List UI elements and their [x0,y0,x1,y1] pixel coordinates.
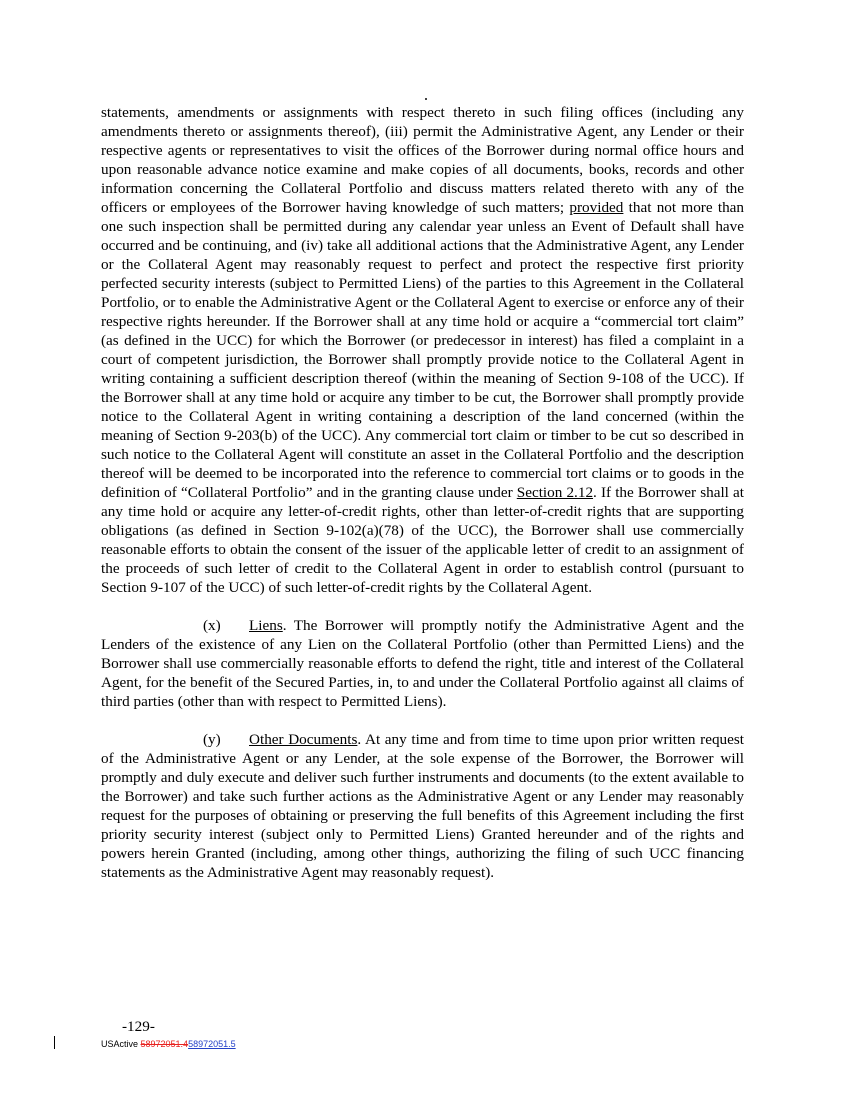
continuation-text-1: statements, amendments or assignments with respect thereto in such filing offices (including any amendments thereto or assignments thereof), (iii) permit the Administrative Agent, any Lender or their respective agents or representatives to visit the offices of the Borrower during normal office hours and upon reasonable advance notice examine and make copies of all documents, books, records and other information concerning the Collateral Portfolio and discuss matters related thereto with any of the officers or employees of the Borrower having knowledge of such matters; [101,104,744,216]
liens-paragraph [101,616,744,711]
deleted-doc-id: 58972051.4 [140,1039,189,1049]
other-documents-label: (y) [203,731,221,748]
continuation-paragraph [101,103,744,597]
provided-term: provided [569,199,624,216]
continuation-text-2: that not more than one such inspection shall be permitted during any calendar year unless an Event of Default shall have occurred and be continuing, and (iv) take all additional actions that the Administrative Agent, any Lender or the Collateral Agent may reasonably request to perfect and protect the respective first priority perfected security interests (subject to Permitted Liens) of the parties to this Agreement in the Collateral Portfolio, or to enable the Administrative Agent or the Collateral Agent to exercise or enforce any of their respective rights hereunder. If the Borrower shall at any time hold or acquire a “commercial tort claim” (as defined in the UCC) for which the Borrower (or predecessor in interest) has filed a complaint in a court of competent jurisdiction, the Borrower shall promptly provide notice to the Collateral Agent in writing containing a sufficient description thereof (within the meaning of Section 9-108 of the UCC). If the Borrower shall at any time hold or acquire any timber to be cut, the Borrower shall promptly provide notice to the Collateral Agent in writing containing a description of the land concerned (within the meaning of Section 9-203(b) of the UCC). Any commercial tort claim or timber to be cut so described in such notice to the Collateral Agent will constitute an asset in the Collateral Portfolio and the description thereof will be deemed to be incorporated into the reference to commercial tort claims or to goods in the definition of “Collateral Portfolio” and in the granting clause under [101,199,744,501]
inserted-doc-id: 58972051.5 [188,1039,236,1049]
other-documents-paragraph [101,730,744,882]
other-documents-heading: Other Documents [249,731,358,748]
decorative-dot [425,98,427,100]
continuation-text-3: . If the Borrower shall at any time hold or acquire any letter-of-credit rights, other than letter-of-credit rights that are supporting obligations (as defined in Section 9-102(a)(78) of the UCC), the Borrower shall use commercially reasonable efforts to obtain the consent of the issuer of the applicable letter of credit to an assignment of the proceeds of such letter of credit to the Collateral Agent in order to establish control (pursuant to Section 9-107 of the UCC) of such letter-of-credit rights by the Collateral Agent. [101,484,744,596]
page-number: -129- [122,1018,155,1035]
section-reference: Section 2.12 [516,484,594,501]
liens-text: . The Borrower will promptly notify the Administrative Agent and the Lenders of the existence of any Lien on the Collateral Portfolio (other than Permitted Liens) and the Borrower shall use commercially reasonable efforts to defend the right, title and interest of the Collateral Agent, for the benefit of the Secured Parties, in, to and under the Collateral Portfolio against all claims of third parties (other than with respect to Permitted Liens). [101,617,744,710]
body-text [101,103,744,901]
change-bar [54,1036,55,1049]
other-documents-text: . At any time and from time to time upon prior written request of the Administrative Agent or any Lender, at the sole expense of the Borrower, the Borrower will promptly and duly execute and deliver such further instruments and documents (to the extent available to the Borrower) and take such further actions as the Administrative Agent or any Lender may reasonably request for the purposes of obtaining or preserving the full benefits of this Agreement including the first priority security interest (subject only to Permitted Liens) Granted hereunder and of the rights and powers herein Granted (including, among other things, authorizing the filing of such UCC financing statements as the Administrative Agent may reasonably request). [101,731,744,881]
document-footer [101,1039,236,1049]
liens-heading: Liens [249,617,283,634]
liens-label: (x) [203,617,221,634]
footer-prefix: USActive [101,1039,141,1049]
